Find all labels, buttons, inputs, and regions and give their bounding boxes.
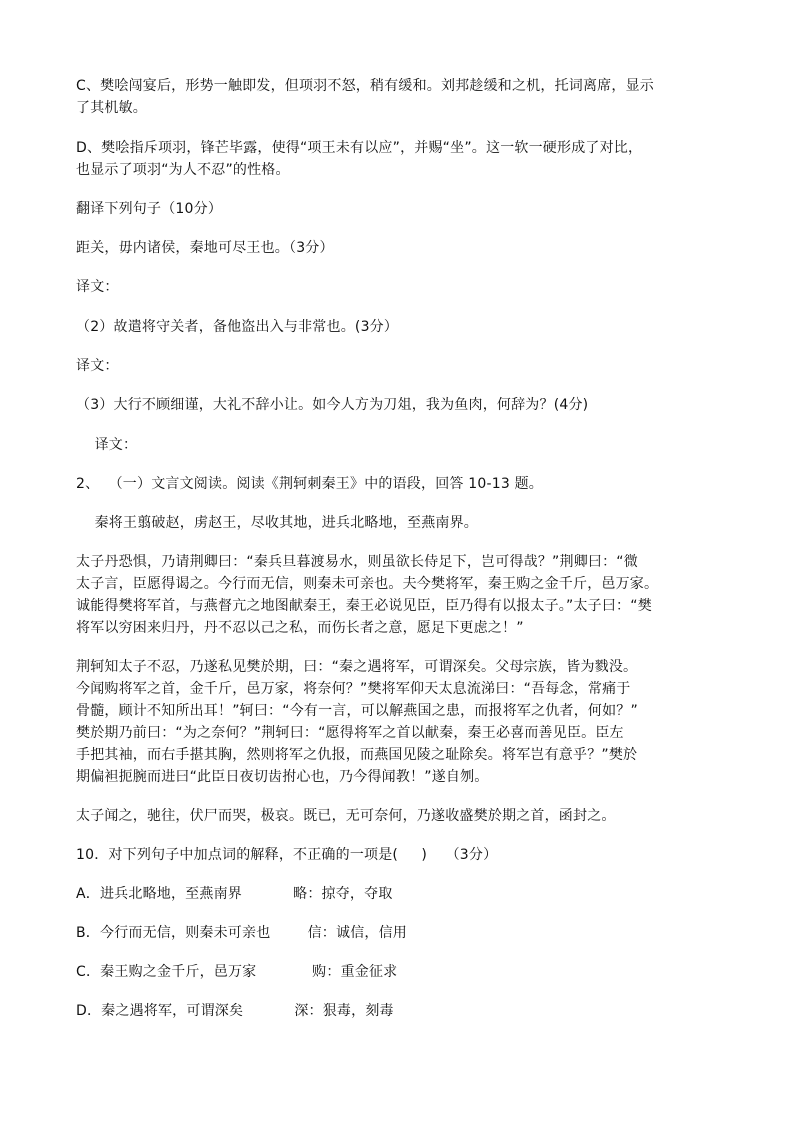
option-d-line-1: D、樊哙指斥项羽，锋芒毕露，使得“项王未有以应”，并赐“坐”。这一软一硬形成了对比，: [76, 140, 643, 156]
option-d-line-2: 也显示了项羽“为人不忍”的性格。: [76, 162, 290, 178]
passage-p2-line-5: 手把其袖，而右手揕其胸，然则将军之仇报，而燕国见陵之耻除矣。将军岂有意乎？”樊於: [76, 747, 638, 763]
answer-label-1: 译文：: [76, 279, 119, 295]
passage-p2-line-3: 骨髓，顾计不知所出耳！”轲曰：“今有一言，可以解燕国之患，而报将军之仇者，何如？”: [76, 703, 638, 719]
passage-p1-line-4: 将军以穷困来归丹，丹不忍以己之私，而伤长者之意，愿足下更虑之！”: [76, 620, 524, 636]
option-d: D．秦之遇将军，可谓深矣 深：狠毒，刻毒: [76, 1003, 394, 1019]
passage-p1-line-2: 太子言，臣愿得谒之。今行而无信，则秦未可亲也。夫今樊将军，秦王购之金千斤，邑万家。: [76, 576, 659, 592]
sentence-1: 距关，毋内诸侯，秦地可尽王也。（3分）: [76, 240, 334, 256]
sentence-3: （3）大行不顾细谨，大礼不辞小让。如今人方为刀俎，我为鱼肉，何辞为？(4分): [76, 397, 589, 413]
translation-heading: 翻译下列句子（10分）: [76, 201, 223, 217]
passage-p2-line-6: 期偏袒扼腕而进曰“此臣日夜切齿拊心也，乃今得闻教！”遂自刎。: [76, 769, 489, 785]
passage-p2-line-1: 荆轲知太子不忍，乃遂私见樊於期，曰：“秦之遇将军，可谓深矣。父母宗族，皆为戮没。: [76, 659, 638, 675]
passage-p3: 太子闻之，驰往，伏尸而哭，极哀。既已，无可奈何，乃遂收盛樊於期之首，函封之。: [76, 808, 616, 824]
passage-p2-line-2: 今闻购将军之首，金千斤，邑万家，将奈何？”樊将军仰天太息流涕曰：“吾每念，常痛于: [76, 681, 631, 697]
answer-label-2: 译文：: [76, 358, 119, 374]
passage-p1-line-1: 太子丹恐惧，乃请荆卿曰：“秦兵旦暮渡易水，则虽欲长侍足下，岂可得哉？”荆卿曰：“微: [76, 554, 638, 570]
option-c-line-1: C、樊哙闯宴后，形势一触即发，但项羽不怒，稍有缓和。刘邦趁缓和之机，托词离席，显示: [76, 78, 654, 94]
option-a: A．进兵北略地，至燕南界 略：掠夺，夺取: [76, 886, 393, 902]
question-2-heading: 2、 （一）文言文阅读。阅读《荆轲刺秦王》中的语段，回答 10-13 题。: [76, 476, 543, 492]
passage-p1-line-3: 诚能得樊将军首，与燕督亢之地图献秦王，秦王必说见臣，臣乃得有以报太子。”太子曰：“樊: [76, 598, 652, 614]
option-b: B．今行而无信，则秦未可亲也 信：诚信，信用: [76, 925, 408, 941]
passage-p2-line-4: 樊於期乃前曰：“为之奈何？”荆轲曰：“愿得将军之首以献秦，秦王必喜而善见臣。臣左: [76, 725, 624, 741]
option-c-line-2: 了其机敏。: [76, 100, 147, 116]
answer-label-3: 译文：: [76, 437, 138, 453]
sentence-2: （2）故遣将守关者，备他盗出入与非常也。(3分）: [76, 319, 399, 335]
question-10: 10．对下列句子中加点词的解释，不正确的一项是( ) （3分）: [76, 847, 498, 863]
passage-intro: 秦将王翦破赵，虏赵王，尽收其地，进兵北略地，至燕南界。: [76, 515, 478, 531]
option-c: C．秦王购之金千斤，邑万家 购：重金征求: [76, 964, 398, 980]
